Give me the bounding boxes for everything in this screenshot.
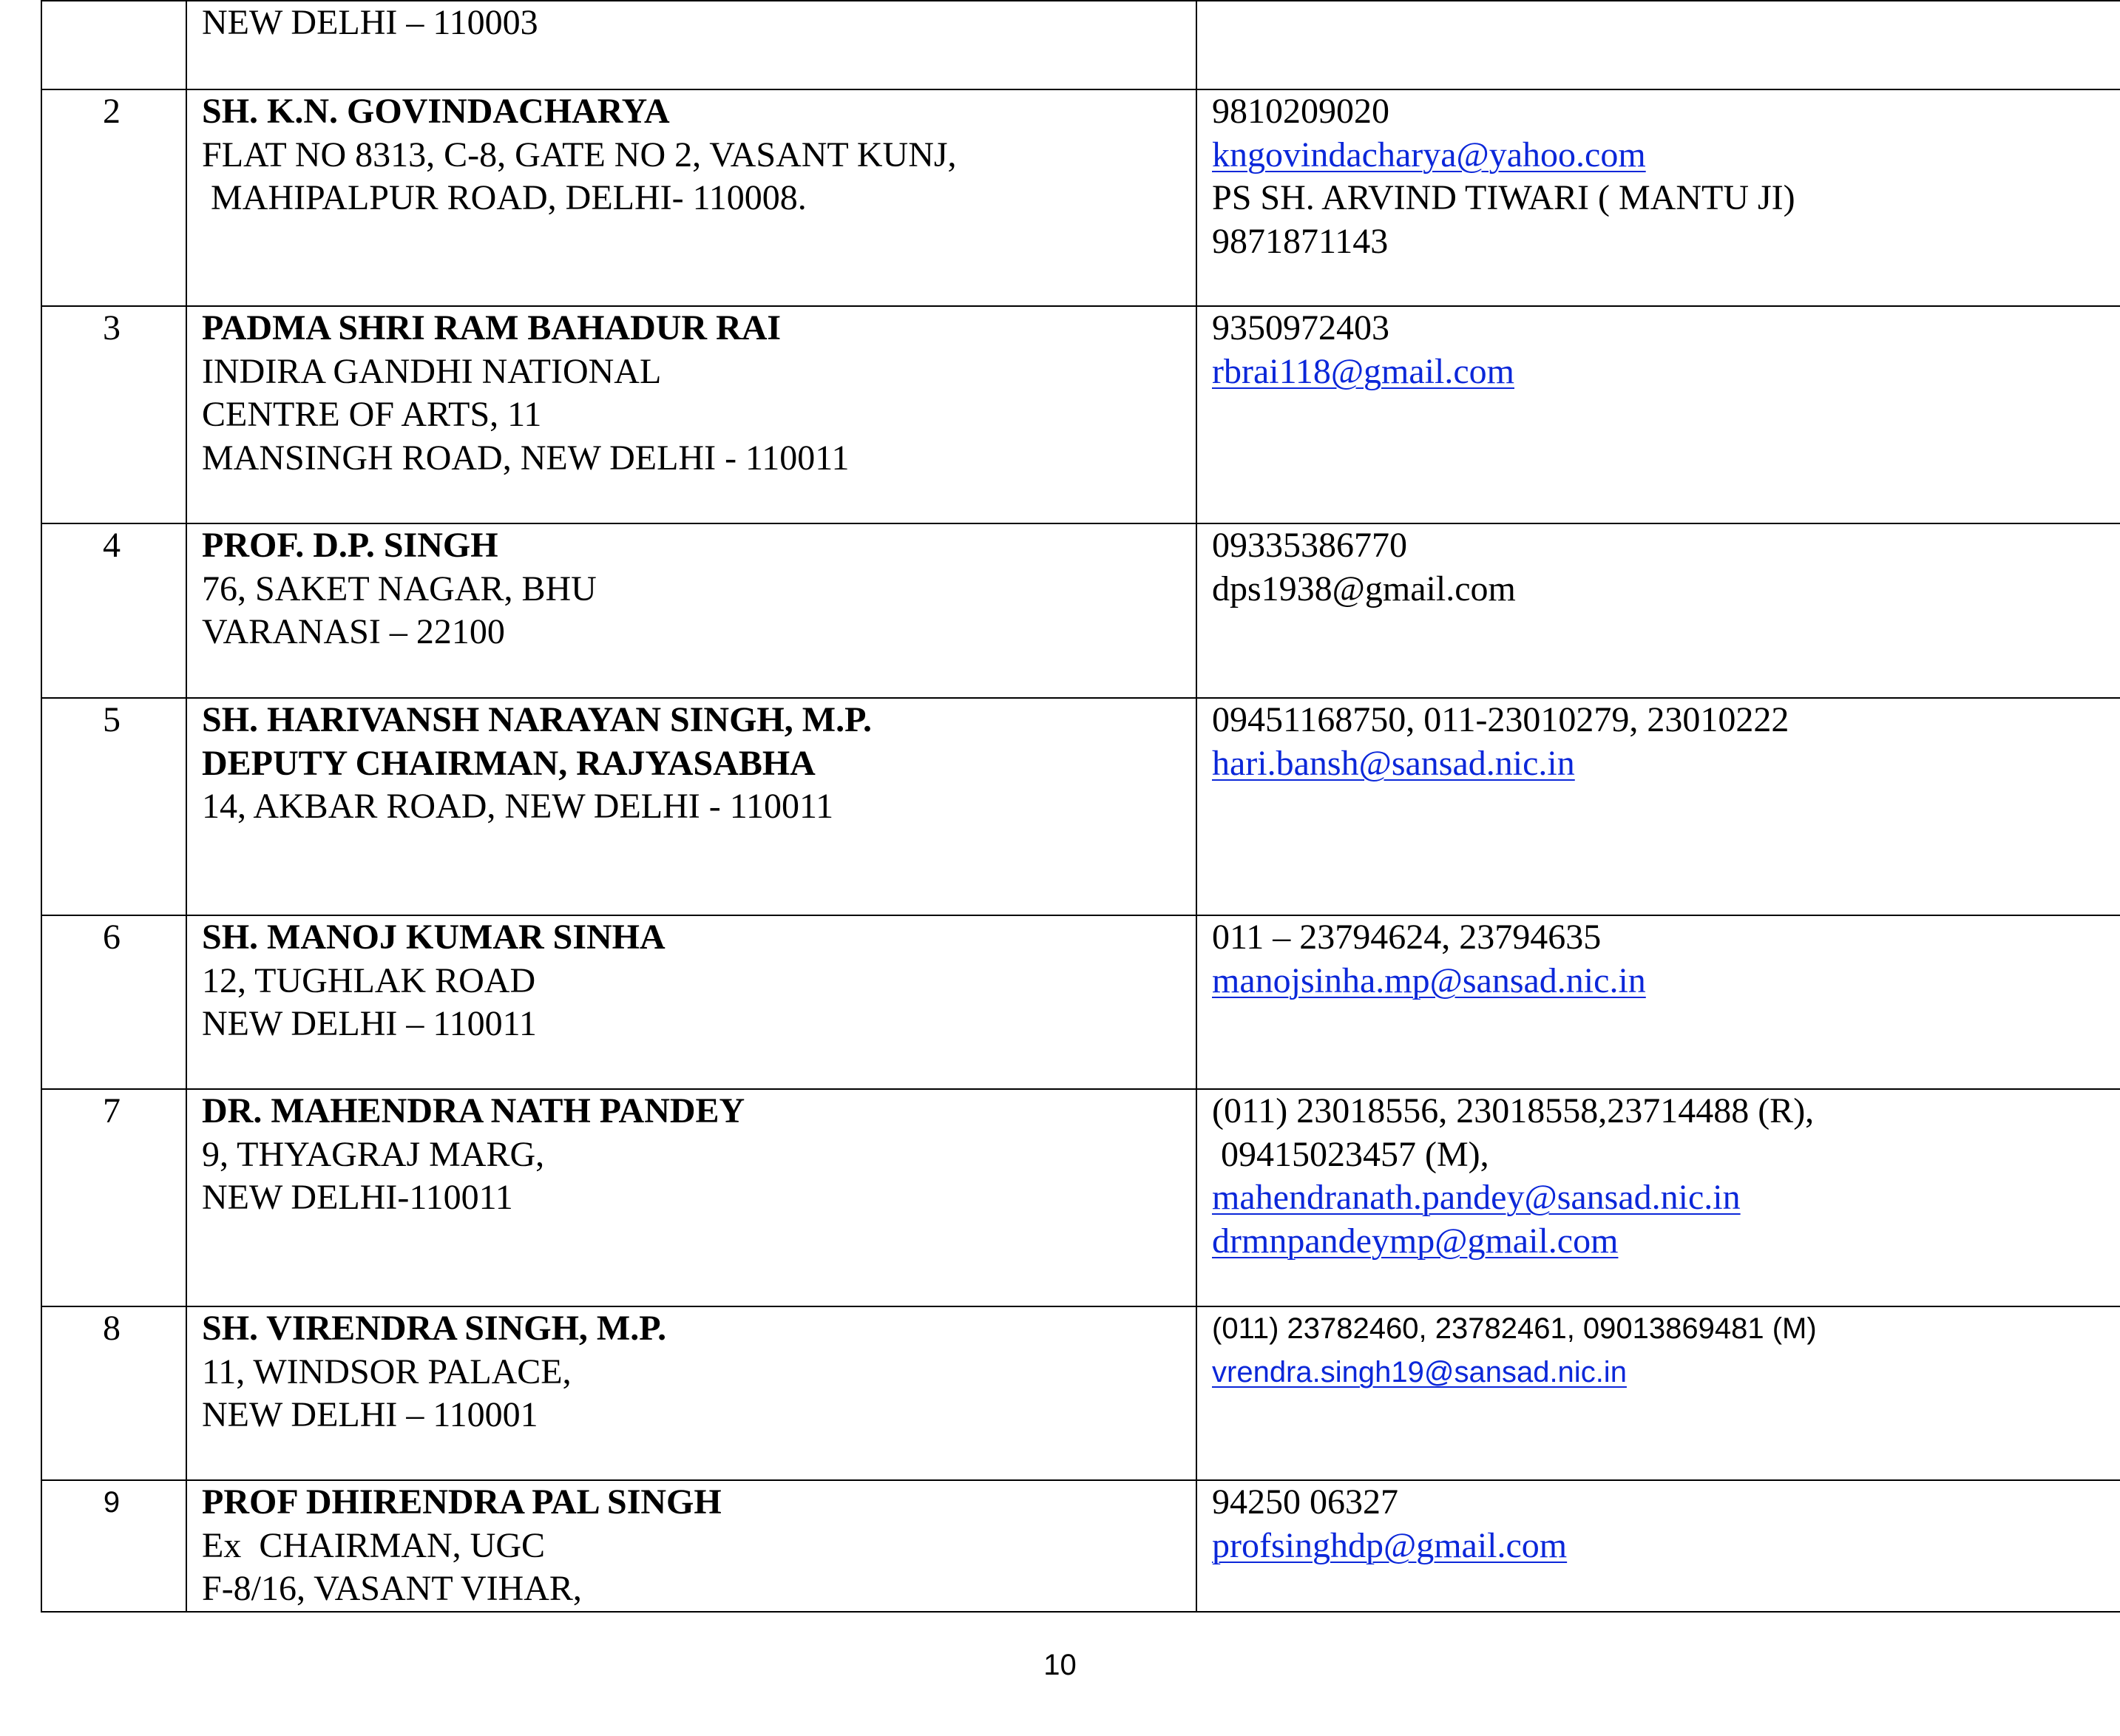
contact-table xyxy=(41,0,2120,1613)
address-line: 9, THYAGRAJ MARG, xyxy=(202,1134,545,1174)
phone-text: 09451168750, 011-23010279, 23010222 xyxy=(1212,700,1789,739)
address-cell xyxy=(186,698,1196,915)
row-number-cell: 8 xyxy=(41,1306,186,1480)
address-cell xyxy=(186,306,1196,523)
address-line: NEW DELHI – 110011 xyxy=(202,1004,537,1043)
email-link[interactable]: hari.bansh@sansad.nic.in xyxy=(1212,743,1575,783)
address-line: 12, TUGHLAK ROAD xyxy=(202,960,536,1000)
table-row xyxy=(41,698,2120,915)
table-row xyxy=(41,1306,2120,1480)
ps-phone-text: 9871871143 xyxy=(1212,221,1389,261)
address-line: NEW DELHI – 110001 xyxy=(202,1395,538,1434)
row-number-cell: 2 xyxy=(41,89,186,306)
person-name: PROF. D.P. SINGH xyxy=(202,526,498,565)
address-line: VARANASI – 22100 xyxy=(202,612,505,651)
contact-cell xyxy=(1196,306,2120,523)
address-line: MAHIPALPUR ROAD, DELHI- 110008. xyxy=(202,178,807,217)
address-line: F-8/16, VASANT VIHAR, xyxy=(202,1569,582,1608)
table-row xyxy=(41,306,2120,523)
person-designation: DEPUTY CHAIRMAN, RAJYASABHA xyxy=(202,743,816,783)
email-link[interactable]: vrendra.singh19@sansad.nic.in xyxy=(1212,1355,1627,1389)
address-cell xyxy=(186,1089,1196,1306)
row-number-cell: 9 xyxy=(41,1480,186,1612)
row-number-cell: 3 xyxy=(41,306,186,523)
page-number: 10 xyxy=(1043,1649,1077,1681)
phone-text: 9810209020 xyxy=(1212,92,1389,131)
table-row xyxy=(41,1,2120,89)
contact-cell xyxy=(1196,1,2120,89)
person-name: PADMA SHRI RAM BAHADUR RAI xyxy=(202,308,782,347)
row-number-cell: 6 xyxy=(41,915,186,1089)
address-line: CENTRE OF ARTS, 11 xyxy=(202,395,542,434)
contact-cell xyxy=(1196,1480,2120,1612)
address-cell xyxy=(186,1306,1196,1480)
email-link[interactable]: profsinghdp@gmail.com xyxy=(1212,1525,1568,1565)
email-link[interactable]: manojsinha.mp@sansad.nic.in xyxy=(1212,960,1646,1000)
table-row xyxy=(41,1089,2120,1306)
row-number-cell: 7 xyxy=(41,1089,186,1306)
address-line: 11, WINDSOR PALACE, xyxy=(202,1352,572,1391)
contact-cell xyxy=(1196,1306,2120,1480)
contact-cell xyxy=(1196,698,2120,915)
phone-text: (011) 23782460, 23782461, 09013869481 (M) xyxy=(1212,1312,1817,1345)
row-number-cell xyxy=(41,1,186,89)
email-link[interactable]: rbrai118@gmail.com xyxy=(1212,351,1514,391)
address-cell xyxy=(186,915,1196,1089)
person-name: SH. MANOJ KUMAR SINHA xyxy=(202,918,666,957)
contact-cell xyxy=(1196,523,2120,698)
phone-text: 9350972403 xyxy=(1212,308,1389,347)
phone-text: 09415023457 (M), xyxy=(1212,1134,1489,1174)
address-line: Ex CHAIRMAN, UGC xyxy=(202,1525,546,1565)
phone-text: (011) 23018556, 23018558,23714488 (R), xyxy=(1212,1091,1815,1130)
email-link[interactable]: mahendranath.pandey@sansad.nic.in xyxy=(1212,1178,1741,1217)
address-line: FLAT NO 8313, C-8, GATE NO 2, VASANT KUNJ, xyxy=(202,135,957,174)
address-line: 76, SAKET NAGAR, BHU xyxy=(202,569,597,608)
contact-cell xyxy=(1196,915,2120,1089)
address-cell xyxy=(186,523,1196,698)
person-name: SH. HARIVANSH NARAYAN SINGH, M.P. xyxy=(202,700,872,739)
address-cell xyxy=(186,1480,1196,1612)
table-row xyxy=(41,89,2120,306)
email-text: dps1938@gmail.com xyxy=(1212,569,1516,608)
address-cell xyxy=(186,89,1196,306)
email-link[interactable]: kngovindacharya@yahoo.com xyxy=(1212,135,1646,174)
address-line: 14, AKBAR ROAD, NEW DELHI - 110011 xyxy=(202,787,834,826)
phone-text: 011 – 23794624, 23794635 xyxy=(1212,918,1602,957)
person-name: SH. K.N. GOVINDACHARYA xyxy=(202,92,670,131)
contact-cell xyxy=(1196,1089,2120,1306)
contact-cell xyxy=(1196,89,2120,306)
person-name: PROF DHIRENDRA PAL SINGH xyxy=(202,1482,722,1522)
email-link[interactable]: drmnpandeymp@gmail.com xyxy=(1212,1221,1619,1261)
phone-text: 09335386770 xyxy=(1212,526,1407,565)
address-line: NEW DELHI-110011 xyxy=(202,1178,513,1217)
person-name: DR. MAHENDRA NATH PANDEY xyxy=(202,1091,745,1130)
address-cell xyxy=(186,1,1196,89)
table-row xyxy=(41,523,2120,698)
address-line: MANSINGH ROAD, NEW DELHI - 110011 xyxy=(202,438,850,478)
phone-text: 94250 06327 xyxy=(1212,1482,1398,1522)
table-row xyxy=(41,1480,2120,1612)
row-number-cell: 4 xyxy=(41,523,186,698)
ps-contact-text: PS SH. ARVIND TIWARI ( MANTU JI) xyxy=(1212,178,1795,217)
table-row xyxy=(41,915,2120,1089)
address-line: INDIRA GANDHI NATIONAL xyxy=(202,351,662,391)
person-name: SH. VIRENDRA SINGH, M.P. xyxy=(202,1309,667,1348)
row-number-cell: 5 xyxy=(41,698,186,915)
address-line: NEW DELHI – 110003 xyxy=(202,3,538,42)
